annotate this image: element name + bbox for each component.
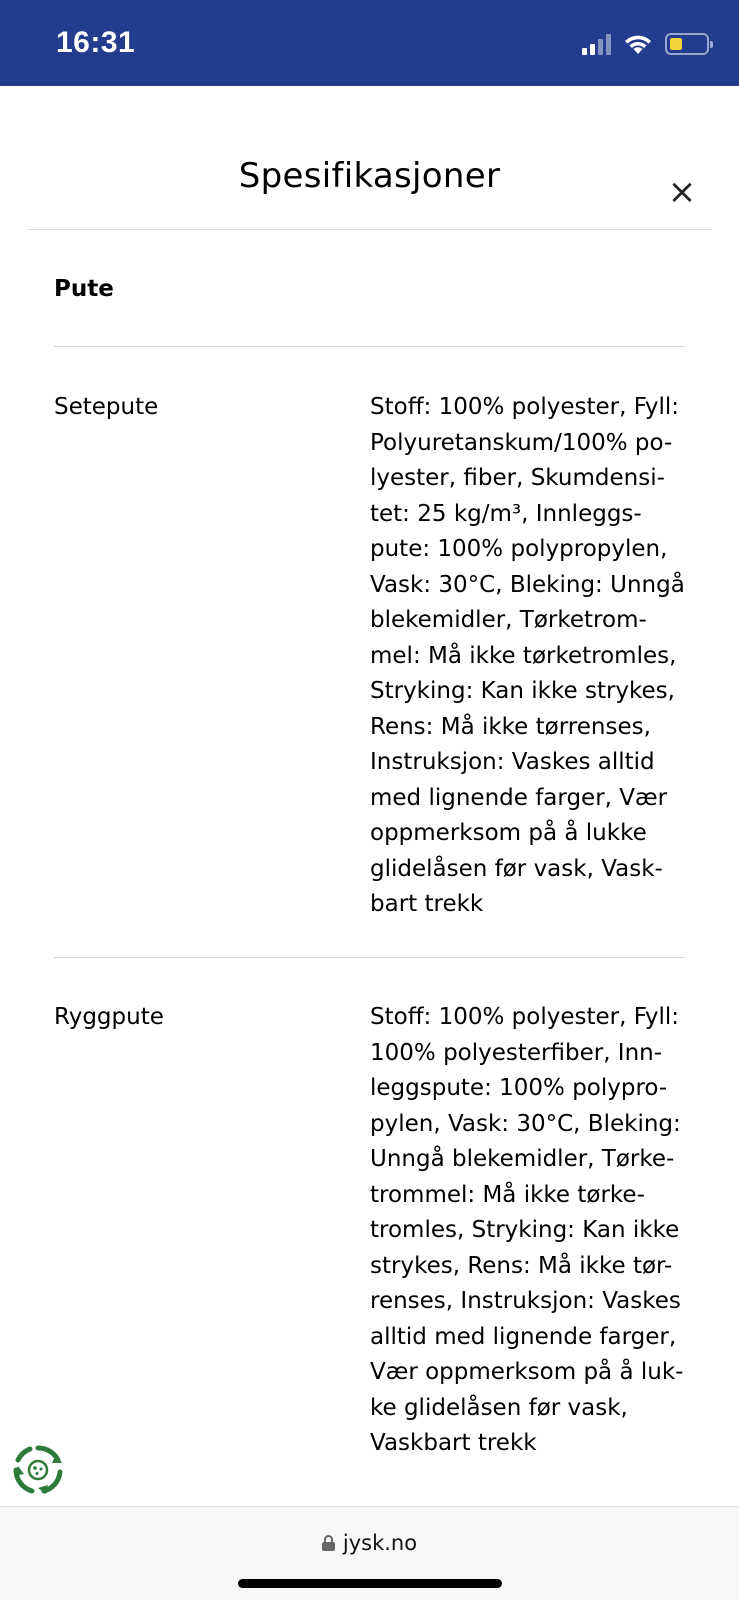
modal-title: Spesifikasjoner (238, 156, 501, 196)
row-divider (54, 957, 685, 958)
status-bar (0, 0, 739, 86)
recycle-icon[interactable] (12, 1444, 64, 1496)
url-bar[interactable] (0, 1531, 739, 1555)
spec-value-ryggpute: Stoff: 100% polyester, Fyll: 100% polyesterfiber, Inn- leggspute: 100% polypro- pylen, Vask: 30°C, Bleking: Unngå blekemidler, Tørke- trommel: Må ikke tørke- tromles, Stryking: Kan ikke strykes, Rens: Må ikke tør- renses, Instruksjon: Vaskes alltid med lignende farger, Vær oppmerksom på å luk- ke glidelåsen før vask, Vaskbart trekk (370, 1004, 684, 1456)
status-time: 16:31 (56, 26, 136, 59)
lock-icon (322, 1535, 335, 1551)
close-button[interactable] (664, 174, 700, 210)
home-indicator[interactable] (238, 1579, 502, 1588)
close-icon: × (667, 172, 697, 212)
url-text: jysk.no (342, 1531, 418, 1555)
spec-value-setepute: Stoff: 100% polyester, Fyll: Polyuretanskum/100% po- lyester, fiber, Skumdensi- tet: 25 kg/m³, Innleggs- pute: 100% polypropylen, Vask: 30°C, Bleking: Unngå blekemidler, Tørketrom- mel: Må ikke tørketromles, Stryking: Kan ikke strykes, Rens: Må ikke tørrenses, Instruksjon: Vaskes alltid med lignende farger, Vær oppmerksom på å lukke glidelåsen før vask, Vask- bart trekk (370, 394, 685, 917)
status-icons (582, 30, 709, 58)
spec-label-setepute: Setepute (54, 394, 159, 420)
battery-icon (665, 33, 709, 55)
row-divider (54, 346, 685, 347)
modal-header (0, 86, 739, 230)
wifi-icon (623, 33, 653, 55)
signal-icon (582, 33, 611, 55)
browser-bottom-bar (0, 1506, 739, 1600)
section-title: Pute (54, 276, 114, 302)
spec-label-ryggpute: Ryggpute (54, 1004, 164, 1030)
battery-level (670, 38, 682, 50)
header-divider (27, 229, 712, 230)
